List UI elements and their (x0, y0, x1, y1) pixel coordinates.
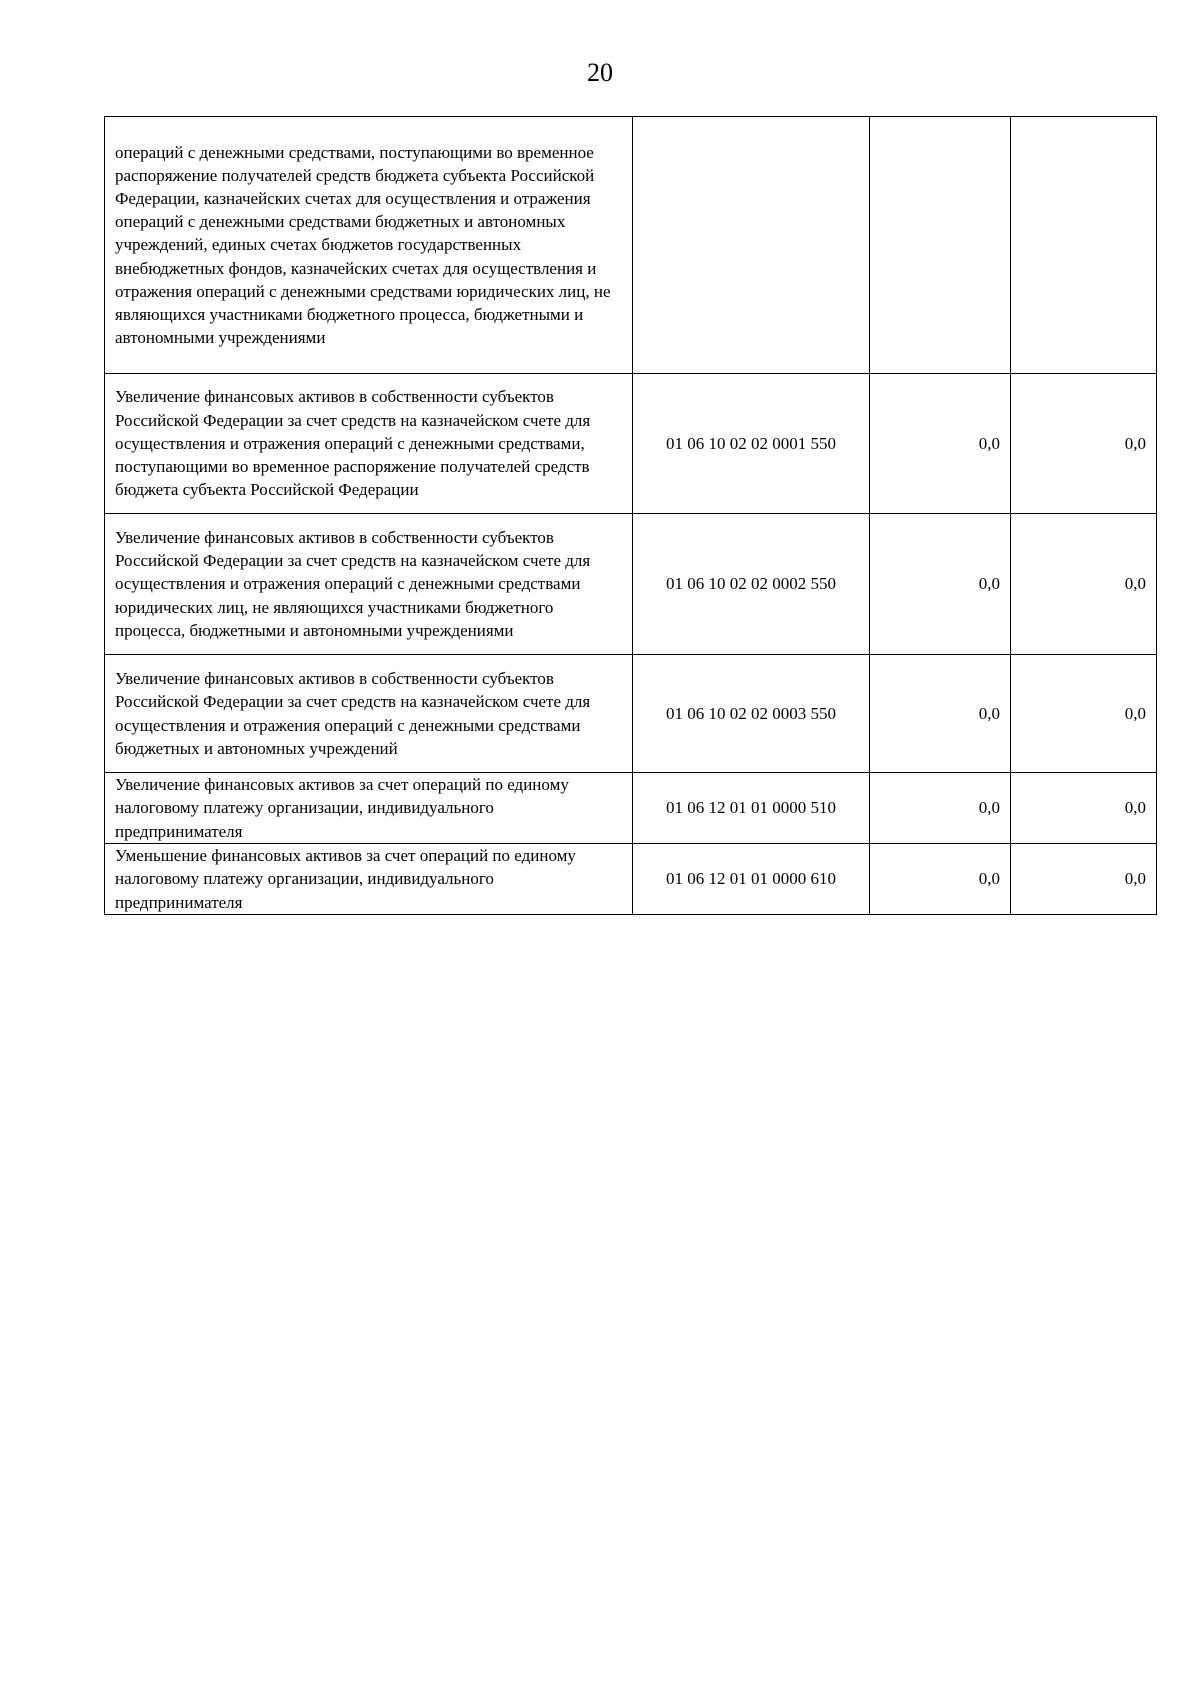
page-number: 20 (587, 58, 613, 87)
row-value-2: 0,0 (1011, 844, 1157, 915)
row-description: Увеличение финансовых активов в собственности субъектов Российской Федерации за счет средств на казначейском счете для осуществления и отражения операций с денежными средствами, поступающими во временное распоряжение получателей средств бюджета субъекта Российской Федерации (105, 374, 633, 514)
row-value-2: 0,0 (1011, 514, 1157, 655)
row-code: 01 06 10 02 02 0001 550 (633, 374, 870, 514)
row-description: Увеличение финансовых активов в собственности субъектов Российской Федерации за счет средств на казначейском счете для осуществления и отражения операций с денежными средствами юридических лиц, не являющихся участниками бюджетного процесса, бюджетными и автономными учреждениями (105, 514, 633, 655)
budget-sources-table (104, 116, 1157, 915)
row-value-2: 0,0 (1011, 374, 1157, 514)
row-value-1: 0,0 (870, 773, 1011, 844)
table-row (105, 117, 1157, 374)
table-row (105, 844, 1157, 915)
table-row (105, 773, 1157, 844)
row-value-2: 0,0 (1011, 773, 1157, 844)
row-value-2 (1011, 117, 1157, 374)
row-value-2: 0,0 (1011, 655, 1157, 773)
row-value-1: 0,0 (870, 514, 1011, 655)
table-row (105, 514, 1157, 655)
row-description: операций с денежными средствами, поступающими во временное распоряжение получателей средств бюджета субъекта Российской Федерации, казначейских счетах для осуществления и отражения операций с денежными средствами бюджетных и автономных учреждений, единых счетах бюджетов государственных внебюджетных фондов, казначейских счетах для осуществления и отражения операций с денежными средствами юридических лиц, не являющихся участниками бюджетного процесса, бюджетными и автономными учреждениями (105, 117, 633, 374)
row-value-1: 0,0 (870, 655, 1011, 773)
row-value-1: 0,0 (870, 374, 1011, 514)
row-description: Увеличение финансовых активов в собственности субъектов Российской Федерации за счет средств на казначейском счете для осуществления и отражения операций с денежными средствами бюджетных и автономных учреждений (105, 655, 633, 773)
row-description: Увеличение финансовых активов за счет операций по единому налоговому платежу организации, индивидуального предпринимателя (105, 773, 633, 844)
row-value-1: 0,0 (870, 844, 1011, 915)
row-value-1 (870, 117, 1011, 374)
row-description: Уменьшение финансовых активов за счет операций по единому налоговому платежу организации, индивидуального предпринимателя (105, 844, 633, 915)
row-code: 01 06 12 01 01 0000 510 (633, 773, 870, 844)
table-row (105, 655, 1157, 773)
table-row (105, 374, 1157, 514)
row-code: 01 06 10 02 02 0003 550 (633, 655, 870, 773)
row-code: 01 06 12 01 01 0000 610 (633, 844, 870, 915)
row-code: 01 06 10 02 02 0002 550 (633, 514, 870, 655)
row-code (633, 117, 870, 374)
